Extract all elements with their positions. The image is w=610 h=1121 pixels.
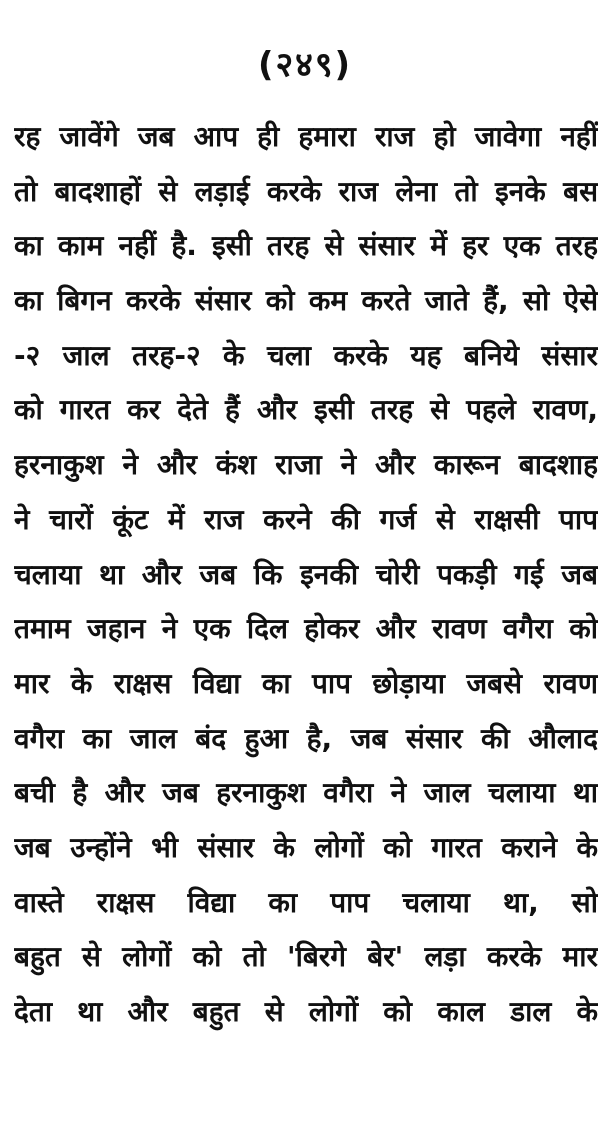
- text-line: बची है और जब हरनाकुश वगैरा ने जाल चलाया था: [14, 776, 598, 810]
- text-line: रह जावेंगे जब आप ही हमारा राज हो जावेगा नहीं: [14, 120, 598, 153]
- text-line: ने चारों कूंट में राज करने की गर्ज से राक्षसी पाप: [14, 502, 598, 536]
- text-line: जब उन्होंने भी संसार के लोगों को गारत कराने के: [14, 830, 598, 864]
- text-line: तमाम जहान ने एक दिल होकर और रावण वगैरा को: [14, 612, 598, 646]
- text-line: वास्ते राक्षस विद्या का पाप चलाया था, सो: [14, 885, 598, 919]
- page-number: (२४९): [257, 45, 353, 85]
- text-line: का काम नहीं है. इसी तरह से संसार में हर एक तरह: [14, 229, 598, 263]
- text-line: -२ जाल तरह-२ के चला करके यह बनिये संसार: [14, 338, 598, 372]
- text-line: मार के राक्षस विद्या का पाप छोड़ाया जबसे रावण: [14, 666, 598, 700]
- text-line: वगैरा का जाल बंद हुआ है, जब संसार की औलाद: [14, 721, 598, 755]
- text-line: हरनाकुश ने और कंश राजा ने और कारून बादशाह: [14, 448, 598, 482]
- text-line: तो बादशाहों से लड़ाई करके राज लेना तो इनके बस: [14, 174, 598, 208]
- text-body: [14, 110, 598, 1040]
- text-line: का बिगन करके संसार को कम करते जाते हैं, सो ऐसे: [14, 284, 598, 318]
- text-line: को गारत कर देते हैं और इसी तरह से पहले रावण,: [14, 393, 598, 427]
- text-line: बहुत से लोगों को तो 'बिरगे बेर' लड़ा करके मार: [14, 940, 598, 974]
- text-line: चलाया था और जब कि इनकी चोरी पकड़ी गई जब: [14, 557, 598, 591]
- text-line: देता था और बहुत से लोगों को काल डाल के: [14, 995, 598, 1028]
